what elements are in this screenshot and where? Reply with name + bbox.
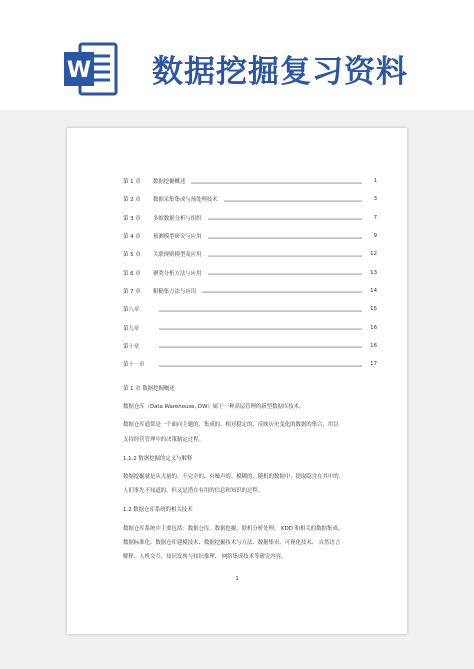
toc-chapter: 第八章	[123, 307, 140, 314]
toc-leader	[159, 347, 362, 348]
toc-page-number: 12	[370, 251, 377, 258]
toc-leader	[159, 365, 362, 366]
toc-title: 预测模型研究与应用	[153, 234, 202, 241]
section-heading: 第 1 章 数据挖掘概述	[123, 386, 175, 392]
toc-leader	[191, 182, 362, 183]
toc-leader	[208, 219, 362, 220]
paragraph-line: 数据仓库通常是一个面向主题的、集成的、相对稳定的、反映历史变化的数据的集合，用以	[123, 422, 339, 429]
toc-leader	[159, 310, 362, 311]
page-number: 1	[235, 577, 239, 582]
toc-leader	[224, 201, 362, 202]
toc-title: 粗糙集方法与应用	[153, 288, 197, 295]
subsection-heading: 1.2 数据仓库系统的相关技术	[123, 507, 193, 514]
toc-chapter: 第十章	[123, 343, 140, 350]
document-page	[67, 128, 407, 634]
word-document-icon	[60, 38, 122, 100]
toc-page-number: 16	[370, 342, 377, 349]
toc-page-number: 17	[370, 361, 377, 368]
toc-chapter: 第 6 章	[123, 270, 141, 277]
toc-chapter: 第十一章	[123, 362, 145, 369]
paragraph-line: 数据仓库系统中主要包括：数据仓库、数据挖掘、联机分析处理、 KDD 和相关的数据集成、	[123, 525, 344, 532]
toc-entry[interactable]	[123, 209, 377, 227]
toc-page-number: 9	[373, 233, 377, 240]
document-body	[123, 381, 381, 564]
page-title: 数据挖掘复习资料	[152, 54, 408, 90]
toc-leader	[208, 237, 362, 238]
paragraph-line: 支持经营管理中的决策制定过程。	[123, 436, 204, 443]
toc-chapter: 第 5 章	[123, 252, 141, 259]
toc-entry[interactable]	[123, 300, 377, 318]
toc-leader	[208, 274, 362, 275]
toc-entry[interactable]	[123, 190, 377, 208]
paragraph: 数据仓库（Data Warehouse, DW）属于一种高层管理的新型数据库技术。	[123, 404, 305, 411]
toc-title: 关联规则模型及应用	[153, 252, 202, 259]
toc-chapter: 第 3 章	[123, 215, 141, 222]
paragraph-line: 数据标准化、数据仓库建模技术、数据挖掘技术与方法、数据集市、可视化技术、 自然语言	[123, 539, 341, 546]
toc-page-number: 3	[373, 196, 377, 203]
toc-chapter: 第 2 章	[123, 197, 141, 204]
toc-title: 聚类分析方法与应用	[153, 270, 202, 277]
toc-chapter: 第九章	[123, 325, 140, 332]
toc-entry[interactable]	[123, 227, 377, 245]
toc-entry[interactable]	[123, 355, 377, 373]
toc-page-number: 15	[370, 306, 377, 313]
paragraph-line: 解释、人机交互、知识发现与知识推理、 网络集成技术等研究内容。	[123, 554, 287, 561]
toc-page-number: 13	[370, 269, 377, 276]
toc-chapter: 第 4 章	[123, 234, 141, 241]
title-banner	[0, 0, 474, 110]
toc-page-number: 14	[370, 287, 377, 294]
toc-entry[interactable]	[123, 282, 377, 300]
toc-page-number: 7	[373, 214, 377, 221]
table-of-contents	[123, 172, 377, 373]
toc-chapter: 第 7 章	[123, 288, 141, 295]
toc-entry[interactable]	[123, 337, 377, 355]
toc-chapter: 第 1 章	[123, 179, 141, 186]
toc-entry[interactable]	[123, 172, 377, 190]
toc-title: 数据挖掘概述	[153, 179, 186, 186]
word-logo-letter: W	[66, 58, 92, 83]
toc-title: 数据采集集成与预处理技术	[153, 197, 218, 204]
toc-leader	[159, 329, 362, 330]
toc-leader	[208, 255, 362, 256]
toc-page-number: 1	[373, 178, 377, 185]
paragraph-line: 人们事先不知道的、但又是潜在有用的信息和知识的过程。	[123, 488, 264, 495]
toc-entry[interactable]	[123, 245, 377, 263]
toc-leader	[202, 292, 362, 293]
toc-title: 多维数据分析与组织	[153, 215, 202, 222]
toc-page-number: 16	[370, 324, 377, 331]
toc-entry[interactable]	[123, 263, 377, 281]
paragraph-line: 数据挖掘就是从大量的、不完全的、有噪声的、模糊的、随机的数据中，提取隐含在其中的、	[123, 474, 345, 481]
subsection-heading: 1.1.2 数据挖掘的定义与解释	[123, 455, 193, 462]
toc-entry[interactable]	[123, 318, 377, 336]
